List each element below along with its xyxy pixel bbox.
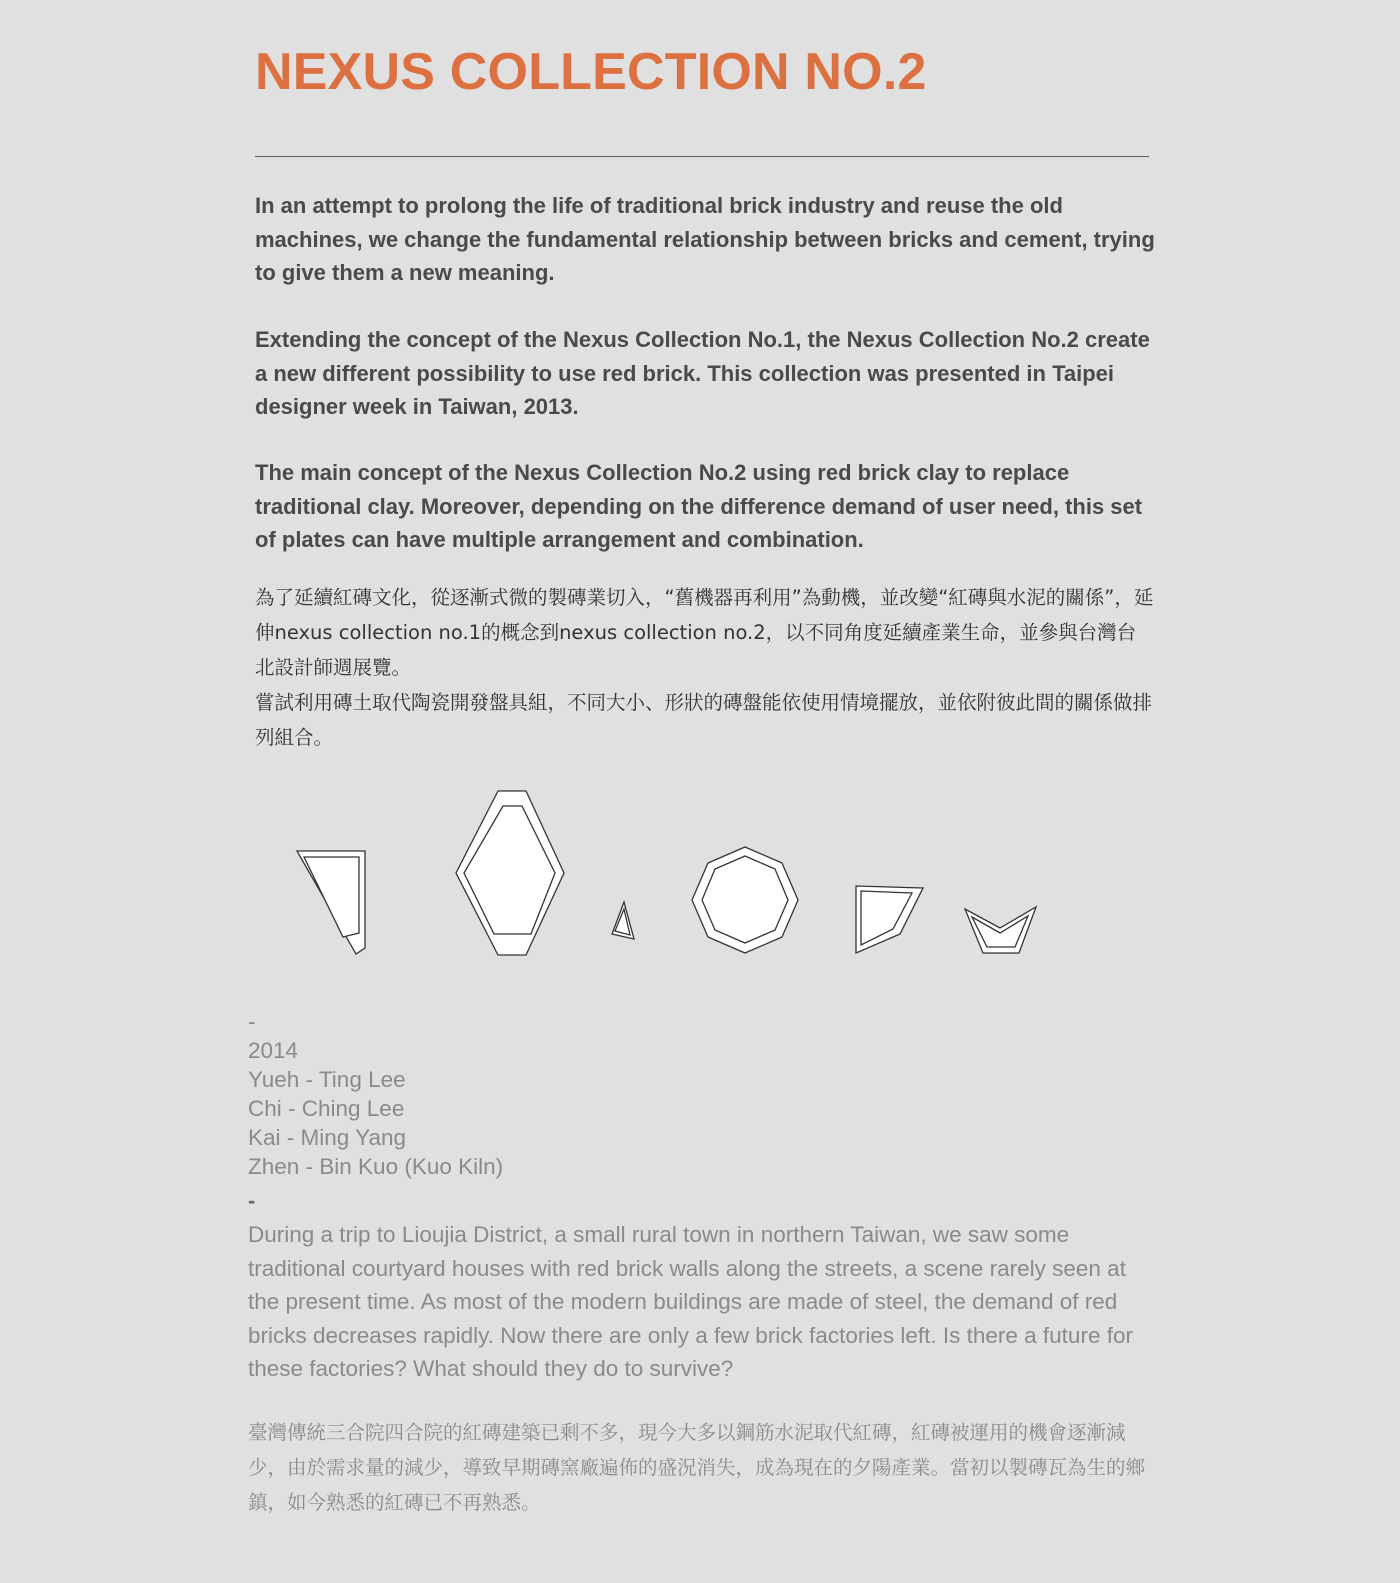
story-chinese: 臺灣傳統三合院四合院的紅磚建築已剩不多，現今大多以鋼筋水泥取代紅磚，紅磚被運用的機會逐漸減少，由於需求量的減少，導致早期磚窯廠遍佈的盛況消失，成為現在的夕陽產業。當初以製磚瓦為生的鄉鎮，如今熟悉的紅磚已不再熟悉。 (248, 1421, 1146, 1514)
chevron-plate-icon (965, 907, 1036, 953)
trapezoid-plate-icon (297, 851, 365, 954)
octagon-plate-icon (692, 847, 798, 953)
hexagon-plate-icon (456, 791, 564, 955)
credits (248, 1007, 503, 1181)
page-title: NEXUS COLLECTION NO.2 (255, 43, 927, 101)
credits-separator: - (248, 1009, 256, 1034)
story-english: During a trip to Lioujia District, a small rural town in northern Taiwan, we saw some traditional courtyard houses with red brick walls along the streets, a scene rarely seen at the present time. As most of the modern buildings are made of steel, the demand of red bricks decreases rapidly. Now there are only a few brick factories left. Is there a future for these factories? What should they do to survive? (248, 1222, 1133, 1381)
credits-year: 2014 (248, 1038, 299, 1063)
intro-paragraph-3: The main concept of the Nexus Collection No.2 using red brick clay to replace traditional clay. Moreover, depending on the difference demand of user need, this set of plates can have multiple arrangement and combination. (255, 460, 1143, 552)
intro-chinese (255, 580, 1155, 755)
intro-chinese-paragraph-1: 為了延續紅磚文化，從逐漸式微的製磚業切入，“舊機器再利用”為動機，並改變“紅磚與水泥的關係”，延伸nexus collection no.1的概念到nexus collection no.2，以不同角度延續產業生命，並參與台灣台北設計師週展覽。 (255, 586, 1154, 679)
credit-person: Kai - Ming Yang (248, 1125, 407, 1150)
plate-set-illustration (0, 775, 1400, 975)
quadrilateral-plate-icon (856, 886, 923, 953)
intro-paragraph-2: Extending the concept of the Nexus Collection No.1, the Nexus Collection No.2 create a new different possibility to use red brick. This collection was presented in Taipei designer week in Taiwan, 2013. (255, 327, 1150, 419)
credit-person: Chi - Ching Lee (248, 1096, 405, 1121)
credit-person: Zhen - Bin Kuo (Kuo Kiln) (248, 1154, 504, 1179)
intro-chinese-paragraph-2: 嘗試利用磚土取代陶瓷開發盤具組，不同大小、形狀的磚盤能依使用情境擺放，並依附彼此間的關係做排列組合。 (255, 691, 1153, 749)
title-divider (255, 156, 1149, 157)
intro-paragraph-1: In an attempt to prolong the life of traditional brick industry and reuse the old machines, we change the fundamental relationship between bricks and cement, trying to give them a new meaning. (255, 193, 1155, 285)
credit-person: Yueh - Ting Lee (248, 1067, 406, 1092)
story-separator: - (248, 1188, 256, 1213)
triangle-plate-icon (612, 902, 634, 939)
